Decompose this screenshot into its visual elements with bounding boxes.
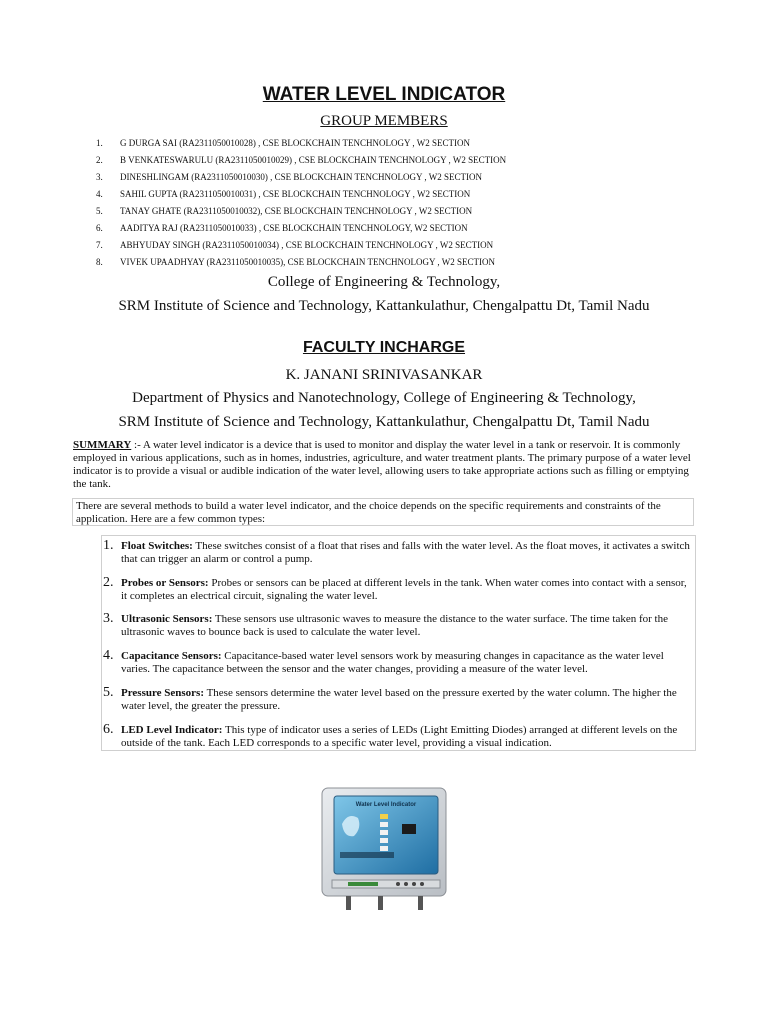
device-label: Water Level Indicator (355, 802, 417, 808)
faculty-institute: SRM Institute of Science and Technology, Kattankulathur, Chengalpattu Dt, Tamil Nadu (118, 414, 650, 430)
list-item: 4. SAHIL GUPTA (RA2311050010031) , CSE BLOCKCHAIN TENCHNOLOGY , W2 SECTION (96, 189, 471, 199)
types-box: 1. Float Switches: These switches consist of a float that rises and falls with the water level. As the float moves, it activates a switch that can trigger an alarm or control a pump. 2. Probes or Sensors: Probes or sensors can be placed at different levels in the tank. When water comes into contact with a sensor, it completes an electrical circuit, signaling the water level. 3. Ultrasonic Sensors: These sensors use ultrasonic waves to measure the distance to the water surface. The time taken for the ultrasonic waves to bounce back is used to calculate the water level. 4. Capacitance Sensors: Capacitance-based water level sensors work by measuring changes in capacitance as the water level varies. The capacitance between the sensor and the water changes, providing a measure of the water level. 5. Pressure Sensors: These sensors determine the water level based on the pressure exerted by the water column. The higher the water level, the greater the pressure. 6. LED Level Indicator: This type of indicator uses a series of LEDs (Light Emitting Diodes) arranged at different levels on the outside of the tank. Each LED corresponds to a specific water level, providing a visual indication. (101, 535, 696, 751)
water-level-indicator-device-image (318, 784, 452, 914)
list-item: 8. VIVEK UPAADHYAY (RA2311050010035), CSE BLOCKCHAIN TENCHNOLOGY , W2 SECTION (96, 257, 496, 267)
list-item: 7. ABHYUDAY SINGH (RA2311050010034) , CSE BLOCKCHAIN TENCHNOLOGY , W2 SECTION (96, 240, 494, 250)
group-members-list (96, 135, 506, 271)
summary-paragraph (73, 439, 699, 491)
group-members-heading: GROUP MEMBERS (320, 113, 448, 129)
faculty-name: K. JANANI SRINIVASANKAR (285, 367, 483, 383)
list-item: 3. DINESHLINGAM (RA2311050010030) , CSE BLOCKCHAIN TENCHNOLOGY , W2 SECTION (96, 172, 482, 182)
summary-text: :- A water level indicator is a device that is used to monitor and display the water level in a tank or reservoir. It is commonly employed in various applications, such as in homes, industries, agriculture, and water treatment plants. The primary purpose of a water level indicator is to provide a visual or audible indication of the water level, allowing users to take appropriate actions such as filling or emptying the tank. (73, 439, 691, 490)
college-line-1: College of Engineering & Technology, (267, 274, 501, 290)
summary-label: SUMMARY (73, 439, 132, 451)
college-line-2: SRM Institute of Science and Technology, Kattankulathur, Chengalpattu Dt, Tamil Nadu (118, 298, 650, 314)
list-item: 1. G DURGA SAI (RA2311050010028) , CSE BLOCKCHAIN TENCHNOLOGY , W2 SECTION (96, 138, 471, 148)
faculty-department: Department of Physics and Nanotechnology, College of Engineering & Technology, (132, 390, 636, 406)
faculty-heading: FACULTY INCHARGE (302, 339, 466, 356)
methods-intro-box: There are several methods to build a water level indicator, and the choice depends on the specific requirements and constraints of the application. Here are a few common types: (72, 498, 694, 526)
list-item: 2. B VENKATESWARULU (RA2311050010029) , CSE BLOCKCHAIN TENCHNOLOGY , W2 SECTION (96, 155, 507, 165)
list-item: 5. TANAY GHATE (RA2311050010032), CSE BLOCKCHAIN TENCHNOLOGY , W2 SECTION (96, 206, 473, 216)
list-item: 6. AADITYA RAJ (RA2311050010033) , CSE BLOCKCHAIN TENCHNOLOGY, W2 SECTION (96, 223, 468, 233)
document-title: WATER LEVEL INDICATOR (262, 84, 506, 105)
